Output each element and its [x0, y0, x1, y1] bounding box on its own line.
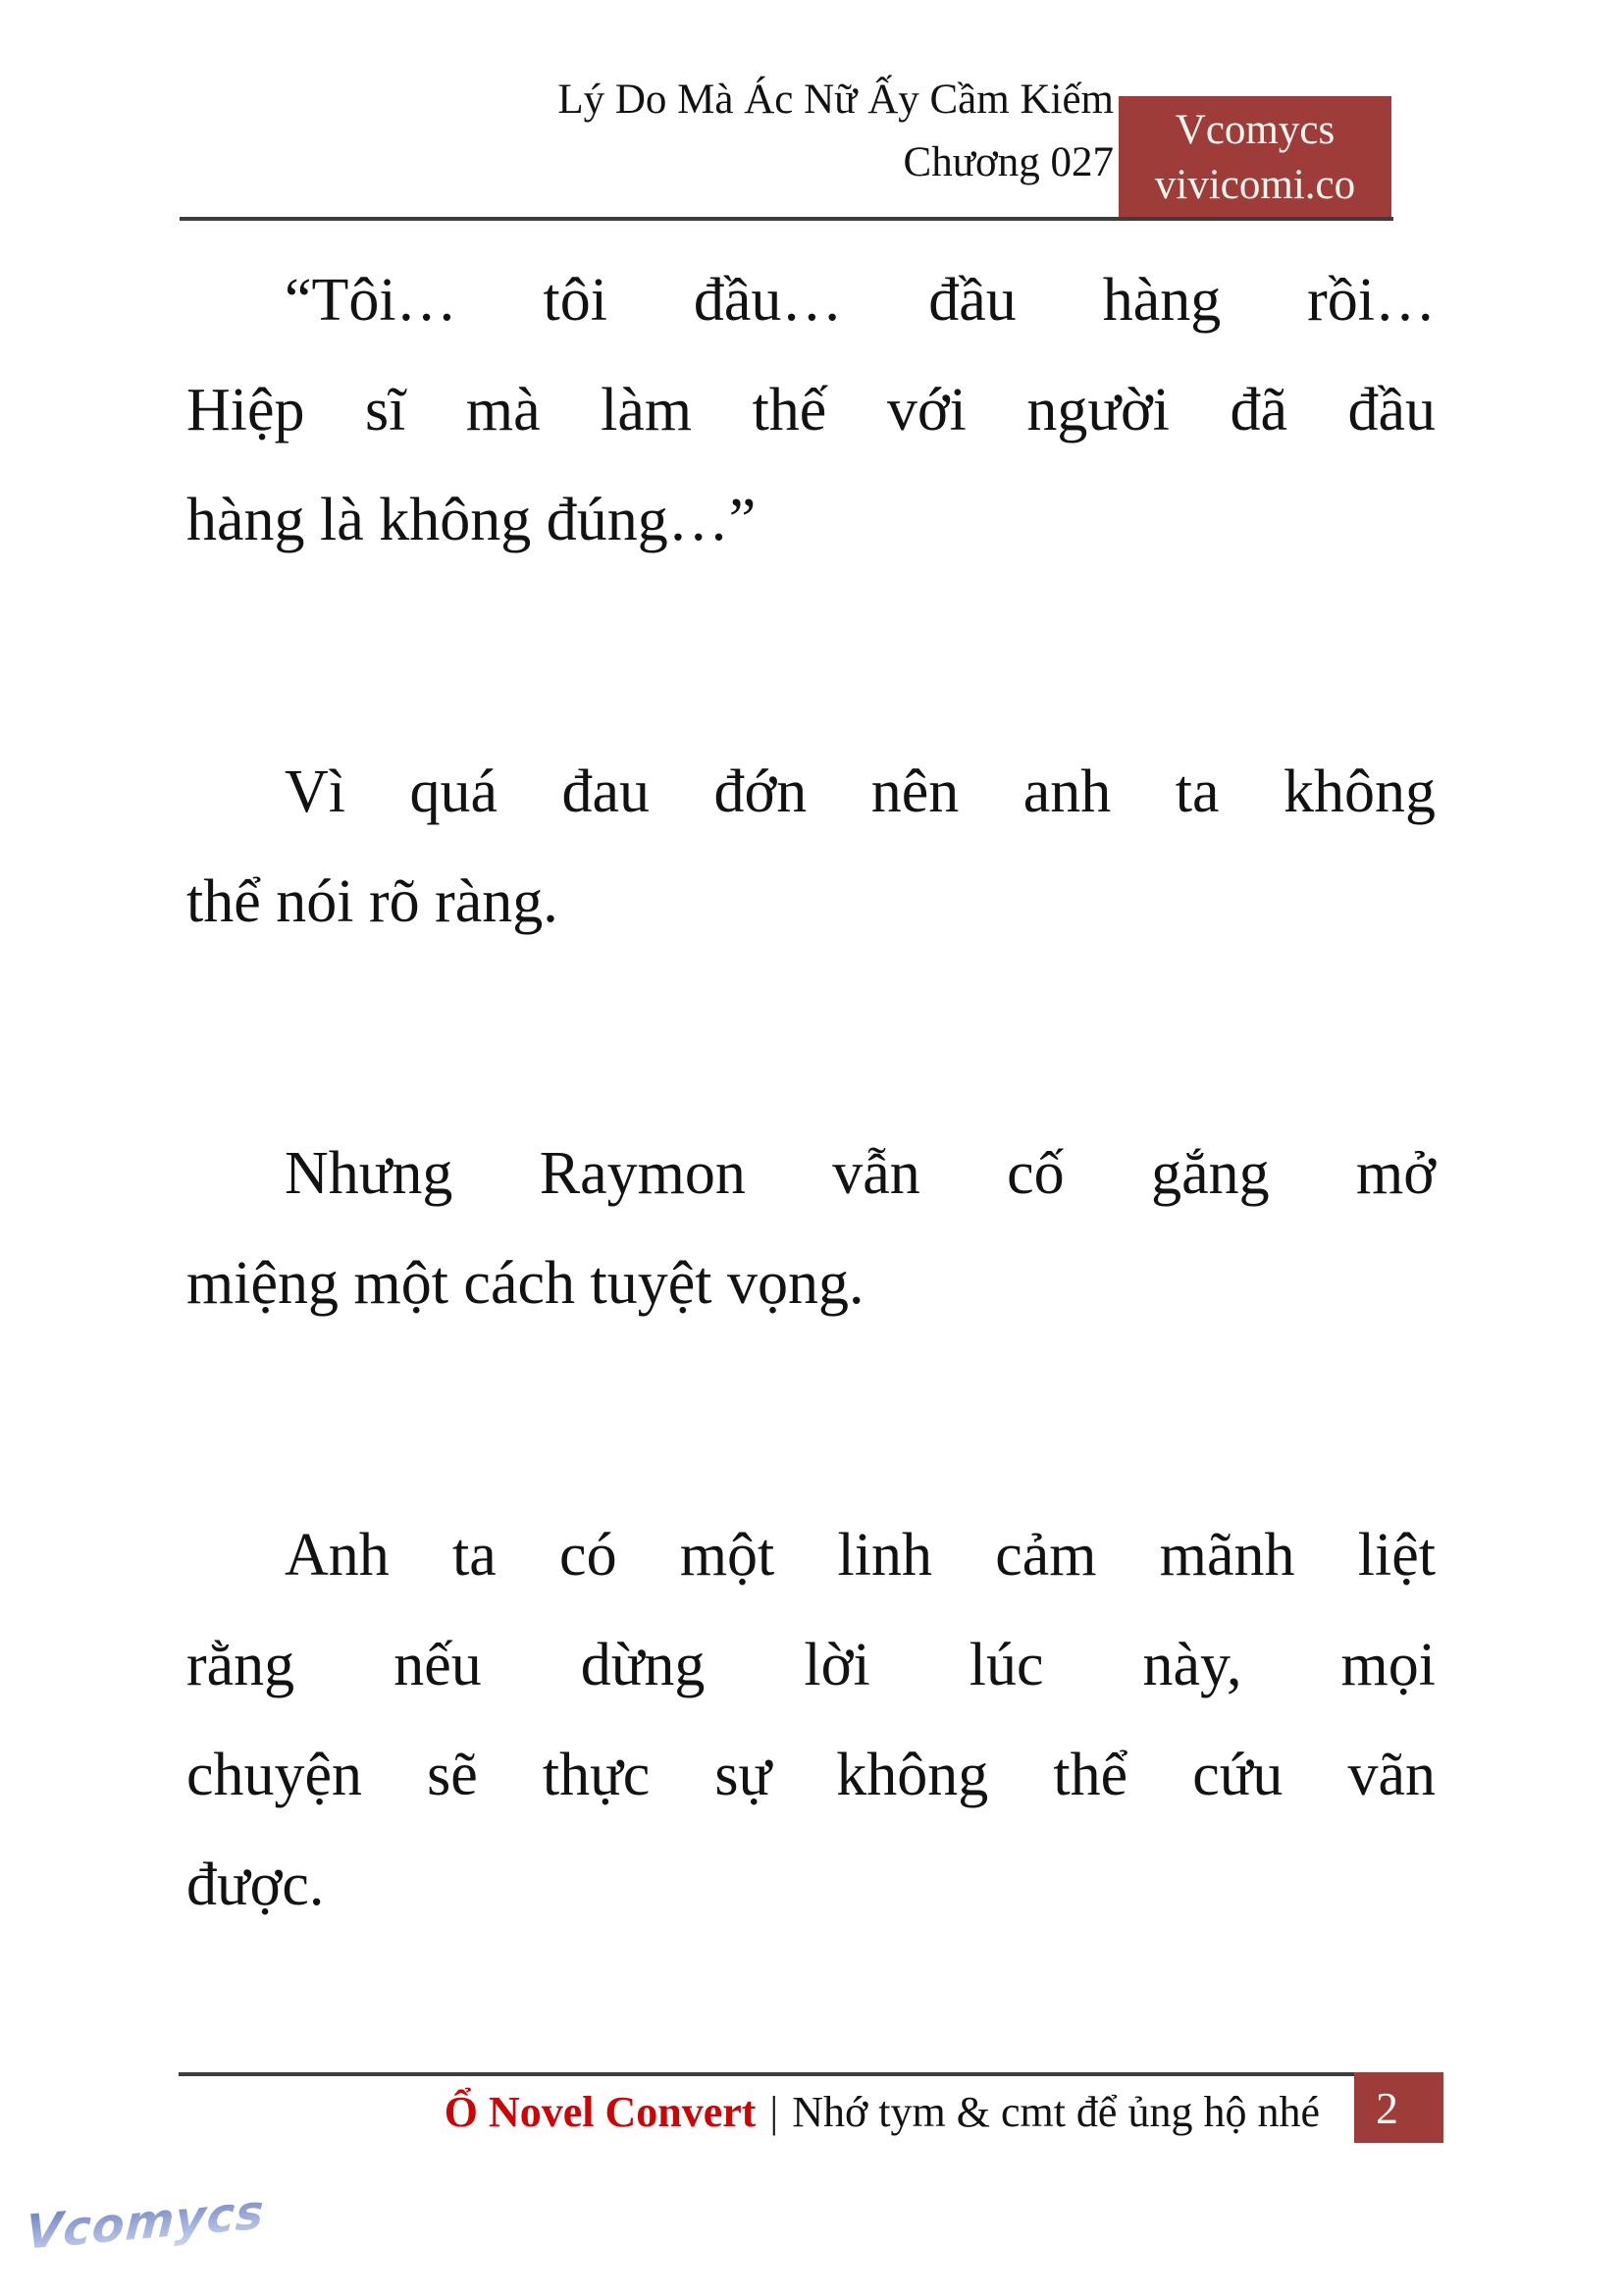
- vcomycs-watermark-logo: Vcomycs: [25, 2184, 266, 2261]
- page-footer: [180, 2084, 1320, 2141]
- text-line: “Tôi… tôi đầu… đầu hàng rồi…: [285, 267, 1436, 334]
- text-line: chuyện sẽ thực sự không thể cứu vãn: [186, 1742, 1436, 1808]
- converter-credit: Ổ Novel Convert: [444, 2088, 757, 2136]
- page-number-badge: [1354, 2072, 1443, 2143]
- support-note: Nhớ tym & cmt để ủng hộ nhé: [792, 2088, 1320, 2136]
- paragraph-3: [186, 1119, 1436, 1338]
- page-header: [180, 69, 1114, 194]
- text-line: được.: [186, 1852, 325, 1918]
- text-line: rằng nếu dừng lời lúc này, mọi: [186, 1632, 1436, 1698]
- paragraph-4: [186, 1500, 1436, 1940]
- text-line: Nhưng Raymon vẫn cố gắng mở: [285, 1140, 1436, 1207]
- publisher-name: Vcomycs: [1175, 106, 1336, 153]
- text-line: Vì quá đau đớn nên anh ta không: [285, 758, 1436, 825]
- text-line: Hiệp sĩ mà làm thế với người đã đầu: [186, 377, 1436, 443]
- publisher-site: vivicomi.co: [1154, 161, 1356, 208]
- publisher-badge: [1119, 96, 1391, 219]
- header-divider: [180, 217, 1393, 221]
- text-line: thể nói rõ ràng.: [186, 868, 558, 935]
- chapter-label: Chương 027: [903, 139, 1114, 185]
- book-title: Lý Do Mà Ác Nữ Ấy Cầm Kiếm: [557, 77, 1114, 123]
- chapter-body: [186, 245, 1436, 2102]
- paragraph-1: [186, 245, 1436, 575]
- text-line: hàng là không đúng…”: [186, 487, 757, 553]
- text-line: miệng một cách tuyệt vọng.: [186, 1250, 864, 1317]
- footer-divider: [179, 2072, 1354, 2076]
- footer-separator: |: [769, 2088, 779, 2136]
- page-number: 2: [1376, 2082, 1398, 2133]
- paragraph-2: [186, 737, 1436, 957]
- text-line: Anh ta có một linh cảm mãnh liệt: [285, 1522, 1436, 1589]
